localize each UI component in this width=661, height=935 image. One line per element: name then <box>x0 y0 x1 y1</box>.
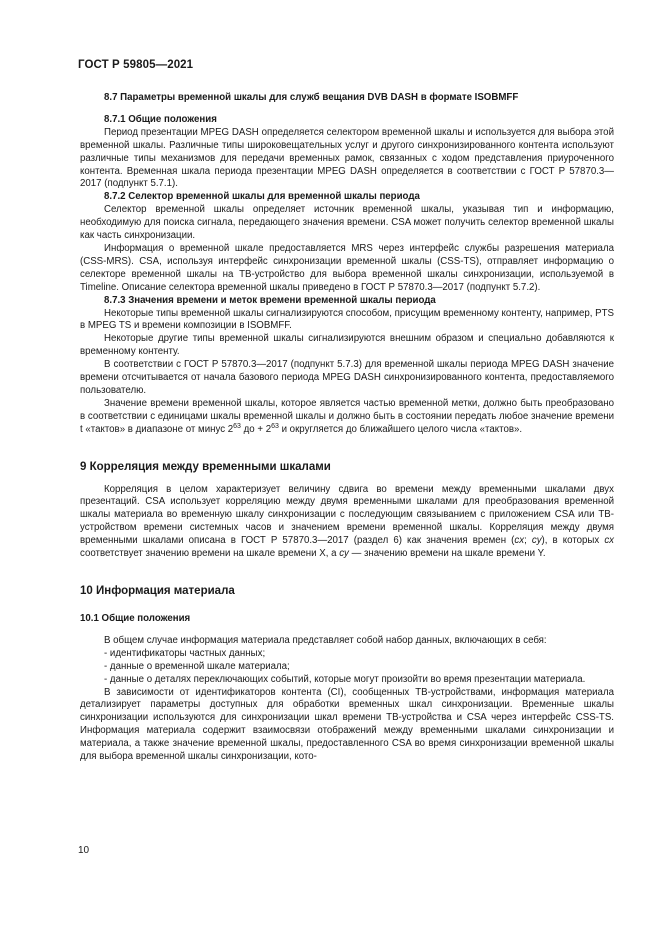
page-number: 10 <box>78 845 90 856</box>
paragraph: В соответствии с ГОСТ Р 57870.3—2017 (подпункт 5.7.3) для временной шкалы периода MPEG DASH значение времени отсчитывается от начала базового периода MPEG DASH синхронизированного контента, предоставляемого пользователю. <box>80 359 614 396</box>
section-9-heading: 9 Корреляция между временными шкалами <box>80 460 331 473</box>
paragraph: Период презентации MPEG DASH определяется селектором временной шкалы и используется для выбора этой временной шкалы. Различные типы широковещательных услуг и другого синхронизированного контента используют различные типы механизмов для передачи временных рамок, связанных с ходом представления приуроченного контента. Временная шкала периода презентации MPEG DASH определяется в соответствии с ГОСТ Р 57870.3—2017 (подпункт 5.7.1). <box>80 126 614 190</box>
standard-header: ГОСТ Р 59805—2021 <box>78 59 194 71</box>
list-item: - данные о деталях переключающих событий, которые могут произойти во время презентации материала. <box>104 673 586 685</box>
paragraph: Корреляция в целом характеризует величину сдвига во времени между временными шкалами двух презентаций. CSA использует корреляцию между двумя временными шкалами для преобразования временной шкалы материала во временную шкалу синхронизации с последующим связыванием с приложением CSA или ТВ-устройством времени системных часов и значением времени временной шкалы. Корреляция между двумя временными шкалами описана в ГОСТ Р 57870.3—2017 (раздел 6) как значения времен (cx; cy), в которых cx соответствует значению времени на шкале времени X, а cy — значению времени на шкале времени Y. <box>80 483 615 560</box>
section-8-7-heading: 8.7 Параметры временной шкалы для служб вещания DVB DASH в формате ISOBMFF <box>104 92 519 103</box>
paragraph: Информация о временной шкале предоставляется MRS через интерфейс службы разрешения материала (CSS-MRS). CSA, используя интерфейс синхронизации временной шкалы (CSS-TS), отправляет информацию о селекторе временной шкалы на ТВ-устройство для выбора временной шкалы синхронизации, используемой в Timeline. Описание селектора временной шкалы приведено в ГОСТ Р 57870.3—2017 (подпункт 5.7.2). <box>80 242 614 293</box>
section-10-1-heading: 10.1 Общие положения <box>80 613 191 624</box>
document-body <box>80 92 614 764</box>
paragraph: Некоторые другие типы временной шкалы сигнализируются внешним образом и специально добавляются к временному контенту. <box>80 333 614 358</box>
section-8-7-3-heading: 8.7.3 Значения времени и меток времени временной шкалы периода <box>104 294 436 306</box>
section-10-heading: 10 Информация материала <box>80 585 235 597</box>
list-item: - данные о временной шкале материала; <box>104 660 290 672</box>
list-item: - идентификаторы частных данных; <box>104 647 266 659</box>
paragraph: В общем случае информация материала представляет собой набор данных, включающих в себя: <box>104 634 547 646</box>
paragraph: В зависимости от идентификаторов контента (CI), сообщенных ТВ-устройствами, информация материала детализирует параметры доступных для обработки временных шкал синхронизации. Временные шкалы синхронизации используются для синхронизации шкал времени ТВ-устройства и CSA через интерфейс CSS-TS. Информация материала содержит взаимосвязи отображений между временными шкалами синхронизации и материала, а также значение временной шкалы, предоставленного CSA во время синхронизации временной шкалы для выбора временной шкалы синхронизации, кото- <box>80 686 614 763</box>
paragraph: Некоторые типы временной шкалы сигнализируются способом, присущим временному контенту, например, PTS в MPEG TS и времени композиции в ISOBMFF. <box>80 307 614 332</box>
section-8-7-1-heading: 8.7.1 Общие положения <box>104 113 217 125</box>
paragraph: Значение времени временной шкалы, которое является частью временной метки, должно быть преобразовано в соответствии с единицами шкалы временной шкалы и должно быть в состоянии передать любое значение времени t «тактов» в диапазоне от минус $2^{63}$ до + $2^{63}$ и округляется до ближайшего целого числа «тактов». <box>80 397 614 435</box>
paragraph: Селектор временной шкалы определяет источник временной шкалы, указывая тип и информацию, необходимую для поиска сигнала, передающего значения времени. CSA может получить селектор временной шкалы как часть синхронизации. <box>80 204 614 242</box>
section-8-7-2-heading: 8.7.2 Селектор временной шкалы для временной шкалы периода <box>104 191 420 203</box>
